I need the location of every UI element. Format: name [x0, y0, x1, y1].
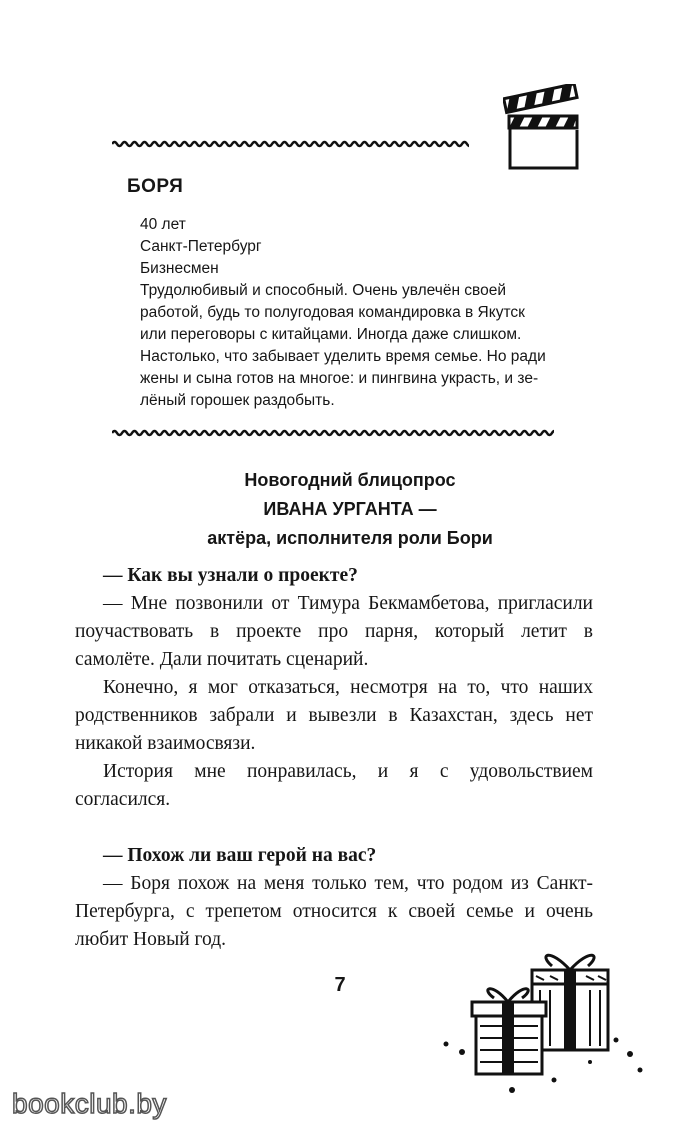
gift-boxes-icon: [440, 930, 645, 1095]
heading-line-1: Новогодний блицопрос: [244, 470, 456, 490]
character-card: [140, 214, 550, 412]
watermark: bookclub.by: [12, 1088, 167, 1119]
character-name: БОРЯ: [127, 176, 184, 197]
description-line: лёный горошек раздобыть.: [140, 392, 335, 409]
description-line: жены и сына готов на многое: и пингвина украсть, и зе-: [140, 370, 539, 387]
heading-line-3: актёра, исполнителя роли Бори: [207, 528, 493, 548]
description-line: Трудолюбивый и способный. Очень увлечён своей: [140, 282, 507, 299]
character-city: Санкт-Петербург: [140, 238, 262, 255]
description-line: работой, будь то полугодовая командировка в Якутск: [140, 304, 525, 321]
character-occupation: Бизнесмен: [140, 260, 219, 277]
answer-paragraph: История мне понравилась, и я с удовольствием согласился.: [75, 761, 593, 810]
question-2: — Похож ли ваш герой на вас?: [103, 845, 377, 866]
page-number: 7: [334, 974, 346, 996]
section-heading: [112, 466, 588, 553]
heading-line-2: ИВАНА УРГАНТА —: [263, 499, 437, 519]
wavy-divider-top: [112, 136, 469, 152]
clapperboard-icon: [503, 84, 581, 176]
answer-paragraph: Конечно, я мог отказаться, несмотря на то, что наших родственников забрали и вывезли в Казахстан, здесь нет никакой взаимосвязи.: [75, 677, 593, 754]
interview-body: [75, 562, 593, 954]
wavy-divider-bottom: [112, 425, 554, 441]
answer-paragraph: — Боря похож на меня только тем, что родом из Санкт-Петербурга, с трепетом относится к своей семье и очень любит Новый год.: [75, 873, 593, 950]
description-line: Настолько, что забывает уделить время семье. Но ради: [140, 348, 546, 365]
description-line: или переговоры с китайцами. Иногда даже слишком.: [140, 326, 522, 343]
character-description: [140, 280, 550, 412]
character-age: 40 лет: [140, 216, 186, 233]
answer-paragraph: — Мне позвонили от Тимура Бекмамбетова, пригласили поучаствовать в проекте про парня, который летит в самолёте. Дали почитать сценарий.: [75, 593, 593, 670]
question-1: — Как вы узнали о проекте?: [103, 565, 358, 586]
